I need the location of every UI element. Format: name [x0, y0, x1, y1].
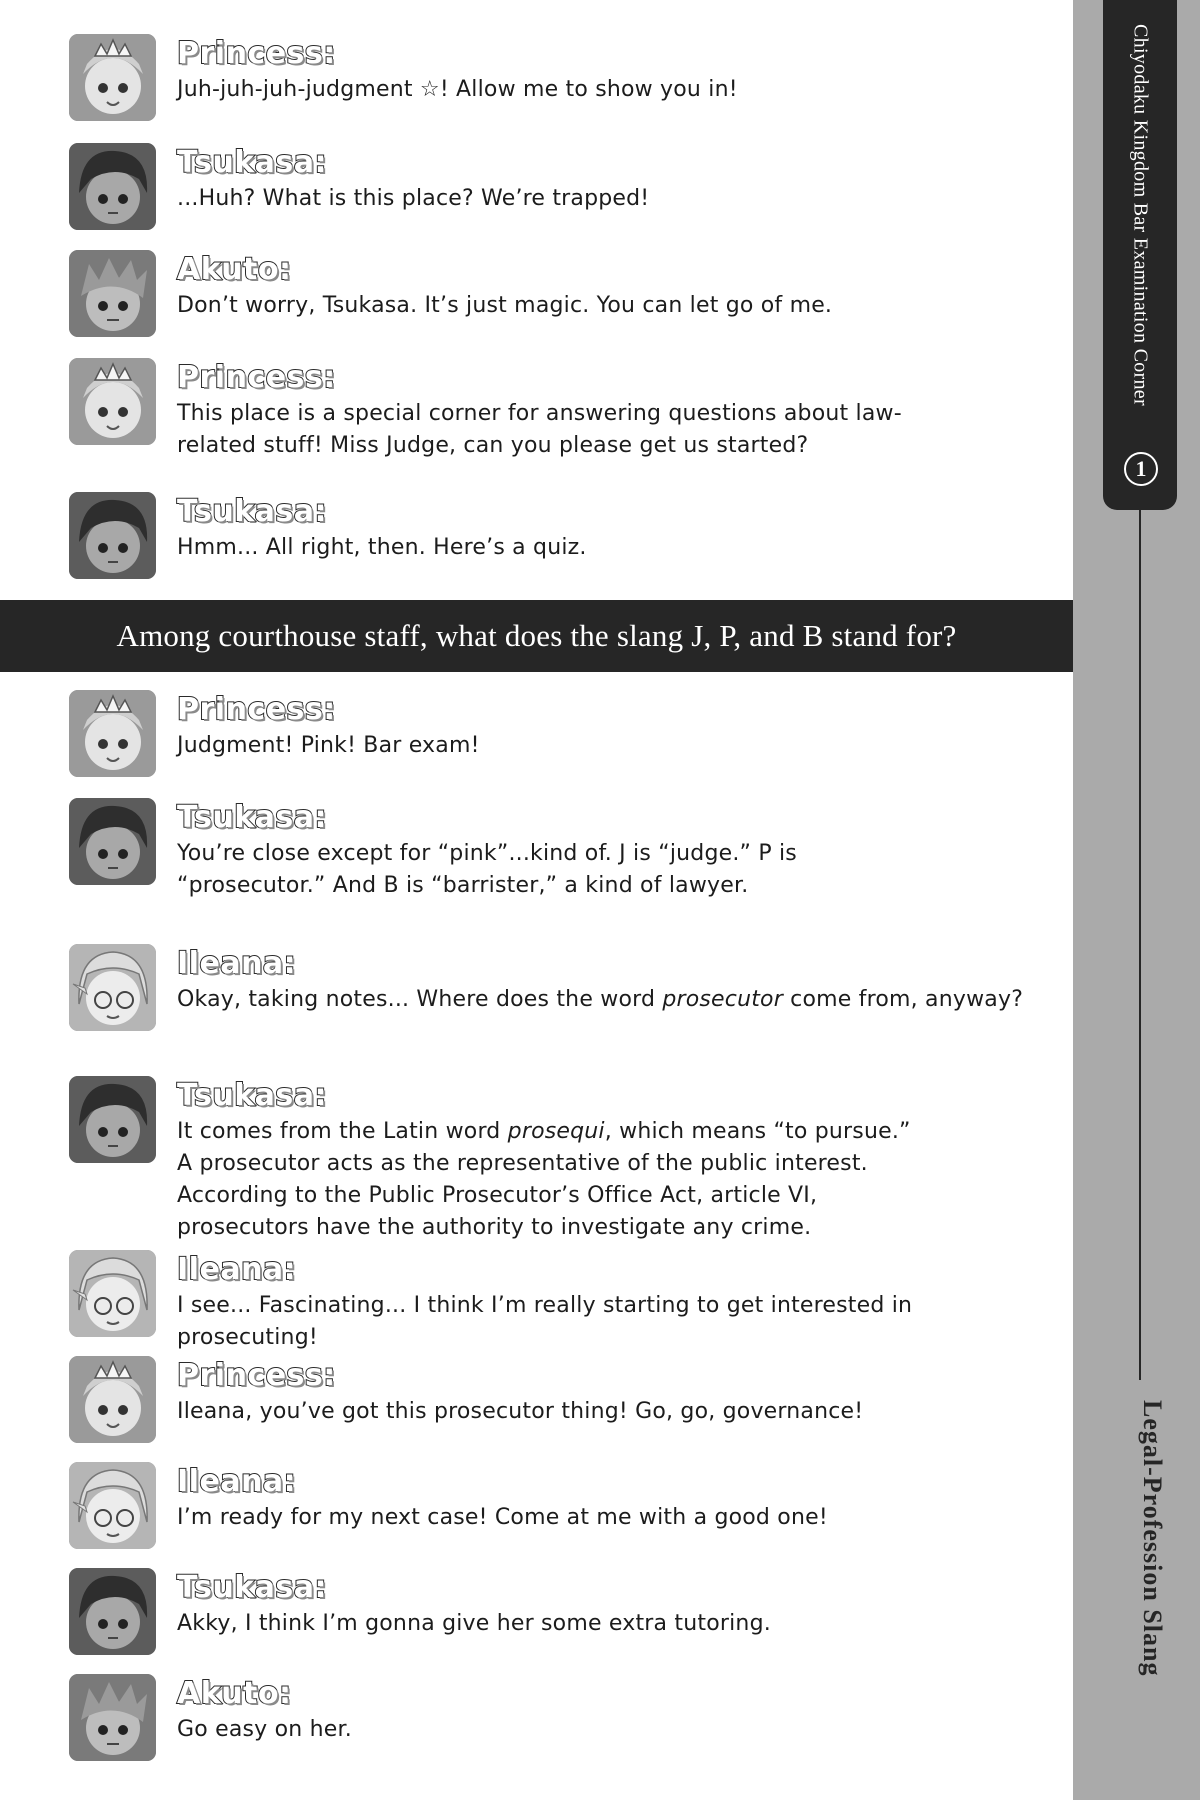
dialogue-line	[177, 984, 1057, 1016]
dialogue-entry	[69, 690, 1059, 780]
speaker-name: Princess:	[177, 692, 336, 727]
dialogue-entry	[69, 798, 1059, 908]
speaker-name: Tsukasa:	[177, 145, 327, 180]
speaker-name: Tsukasa:	[177, 800, 327, 835]
series-tab	[1103, 0, 1177, 510]
dialogue-line: Juh-juh-juh-judgment ☆! Allow me to show you in!	[177, 77, 738, 102]
tsukasa-avatar-icon	[69, 1568, 156, 1655]
tsukasa-avatar-icon	[69, 492, 156, 579]
tsukasa-avatar-icon	[69, 143, 156, 230]
line-emphasis: prosecutor	[662, 987, 783, 1012]
ileana-avatar-icon	[69, 1462, 156, 1549]
dialogue-entry	[69, 1250, 1059, 1350]
princess-avatar-icon	[69, 358, 156, 445]
line-text: Okay, taking notes... Where does the word	[177, 987, 663, 1012]
dialogue-entry	[69, 1076, 1059, 1246]
dialogue-entry	[69, 492, 1059, 582]
dialogue-line: Don’t worry, Tsukasa. It’s just magic. You can let go of me.	[177, 293, 833, 318]
speaker-name: Ileana:	[177, 946, 297, 981]
tsukasa-avatar-icon	[69, 798, 156, 885]
dialogue-entry	[69, 34, 1059, 124]
divider-rule	[1139, 510, 1141, 1380]
dialogue-entry	[69, 250, 1059, 340]
question-banner	[0, 600, 1073, 672]
side-panel	[1073, 0, 1200, 1800]
dialogue-entry	[69, 1462, 1059, 1552]
ileana-avatar-icon	[69, 1250, 156, 1337]
speaker-name: Princess:	[177, 360, 336, 395]
dialogue-line	[177, 1116, 1057, 1244]
speaker-name: Tsukasa:	[177, 494, 327, 529]
speaker-name: Tsukasa:	[177, 1078, 327, 1113]
dialogue-entry	[69, 1674, 1059, 1764]
line-emphasis: prosequi	[507, 1119, 605, 1144]
dialogue-entry	[69, 358, 1059, 468]
akuto-avatar-icon	[69, 250, 156, 337]
akuto-avatar-icon	[69, 1674, 156, 1761]
line-text: , which means “to pursue.” A prosecutor acts as the representative of the public interest. According to the Public Prosecutor’s Office Act, article VI, prosecutors have the authority to investigate any crime.	[177, 1119, 911, 1240]
princess-avatar-icon	[69, 34, 156, 121]
dialogue-entry	[69, 944, 1059, 1034]
dialogue-line: Hmm... All right, then. Here’s a quiz.	[177, 535, 587, 560]
dialogue-entry	[69, 1568, 1059, 1658]
line-text: It comes from the Latin word	[177, 1119, 508, 1144]
series-title: Chiyodaku Kingdom Bar Examination Corner	[1129, 24, 1152, 406]
speaker-name: Ileana:	[177, 1252, 297, 1287]
dialogue-entry	[69, 143, 1059, 233]
dialogue-line: Judgment! Pink! Bar exam!	[177, 733, 480, 758]
dialogue-line: You’re close except for “pink”...kind of. J is “judge.” P is “prosecutor.” And B is “barrister,” a kind of lawyer.	[177, 841, 797, 898]
dialogue-line: I see... Fascinating... I think I’m really starting to get interested in prosecuting!	[177, 1293, 913, 1350]
dialogue-entry	[69, 1356, 1059, 1446]
princess-avatar-icon	[69, 690, 156, 777]
dialogue-line: Akky, I think I’m gonna give her some extra tutoring.	[177, 1611, 771, 1636]
dialogue-line: This place is a special corner for answering questions about law- related stuff! Miss Judge, can you please get us started?	[177, 401, 902, 458]
question-text: Among courthouse staff, what does the slang J, P, and B stand for?	[116, 618, 957, 653]
ileana-avatar-icon	[69, 944, 156, 1031]
dialogue-line: Ileana, you’ve got this prosecutor thing! Go, go, governance!	[177, 1399, 864, 1424]
speaker-name: Akuto:	[177, 252, 292, 287]
dialogue-line: ...Huh? What is this place? We’re trapped!	[177, 186, 650, 211]
princess-avatar-icon	[69, 1356, 156, 1443]
speaker-name: Princess:	[177, 36, 336, 71]
tsukasa-avatar-icon	[69, 1076, 156, 1163]
dialogue-line: Go easy on her.	[177, 1717, 352, 1742]
speaker-name: Tsukasa:	[177, 1570, 327, 1605]
line-text: come from, anyway?	[782, 987, 1024, 1012]
speaker-name: Ileana:	[177, 1464, 297, 1499]
topic-title: Legal-Profession Slang	[1138, 1400, 1167, 1677]
dialogue-line: I’m ready for my next case! Come at me with a good one!	[177, 1505, 828, 1530]
speaker-name: Princess:	[177, 1358, 336, 1393]
speaker-name: Akuto:	[177, 1676, 292, 1711]
volume-number-badge: 1	[1124, 452, 1158, 486]
